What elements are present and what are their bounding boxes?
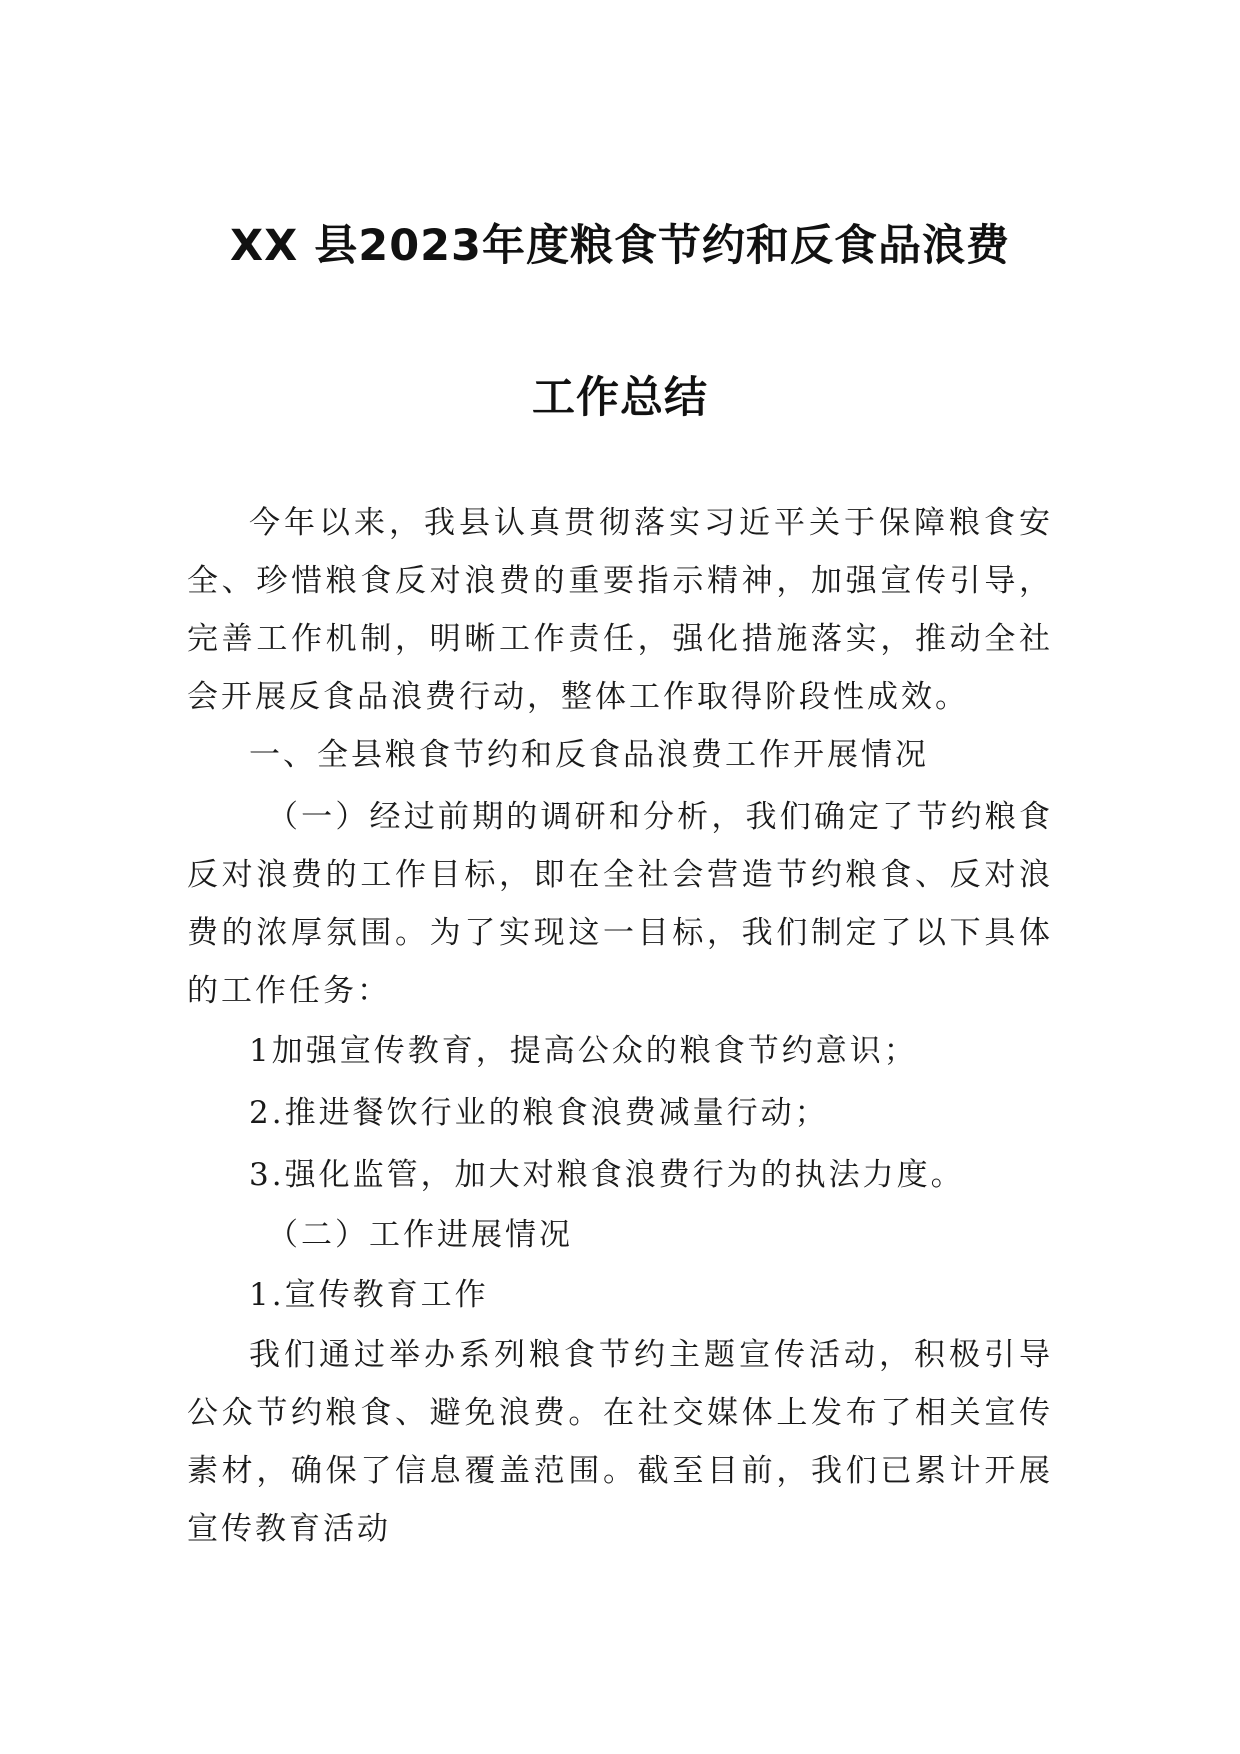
task-item-2: 2.推进餐饮行业的粮食浪费减量行动； bbox=[249, 1095, 829, 1131]
document-title-line1: XX 县2023年度粮食节约和反食品浪费 bbox=[230, 221, 1010, 271]
subsection2-heading: （二）工作进展情况 bbox=[267, 1217, 573, 1253]
task-item-3: 3.强化监管，加大对粮食浪费行为的执法力度。 bbox=[249, 1157, 965, 1193]
item1-heading: 1.宣传教育工作 bbox=[249, 1277, 489, 1313]
section1-heading: 一、全县粮食节约和反食品浪费工作开展情况 bbox=[249, 737, 929, 773]
task-item-1: 1加强宣传教育，提高公众的粮食节约意识； bbox=[249, 1033, 918, 1069]
document-title-line2: 工作总结 bbox=[532, 373, 708, 423]
intro-paragraph: 今年以来，我县认真贯彻落实习近平关于保障粮食安全、珍惜粮食反对浪费的重要指示精神，加强宣传引导，完善工作机制，明晰工作责任，强化措施落实，推动全社会开展反食品浪费行动，整体工作取得阶段性成效。 bbox=[187, 505, 1053, 715]
item1-body-paragraph: 我们通过举办系列粮食节约主题宣传活动，积极引导公众节约粮食、避免浪费。在社交媒体上发布了相关宣传素材，确保了信息覆盖范围。截至目前，我们已累计开展宣传教育活动 bbox=[187, 1337, 1053, 1547]
subsection1-paragraph: （一）经过前期的调研和分析，我们确定了节约粮食反对浪费的工作目标，即在全社会营造节约粮食、反对浪费的浓厚氛围。为了实现这一目标，我们制定了以下具体的工作任务： bbox=[187, 799, 1053, 1009]
document-body bbox=[187, 494, 1053, 1558]
